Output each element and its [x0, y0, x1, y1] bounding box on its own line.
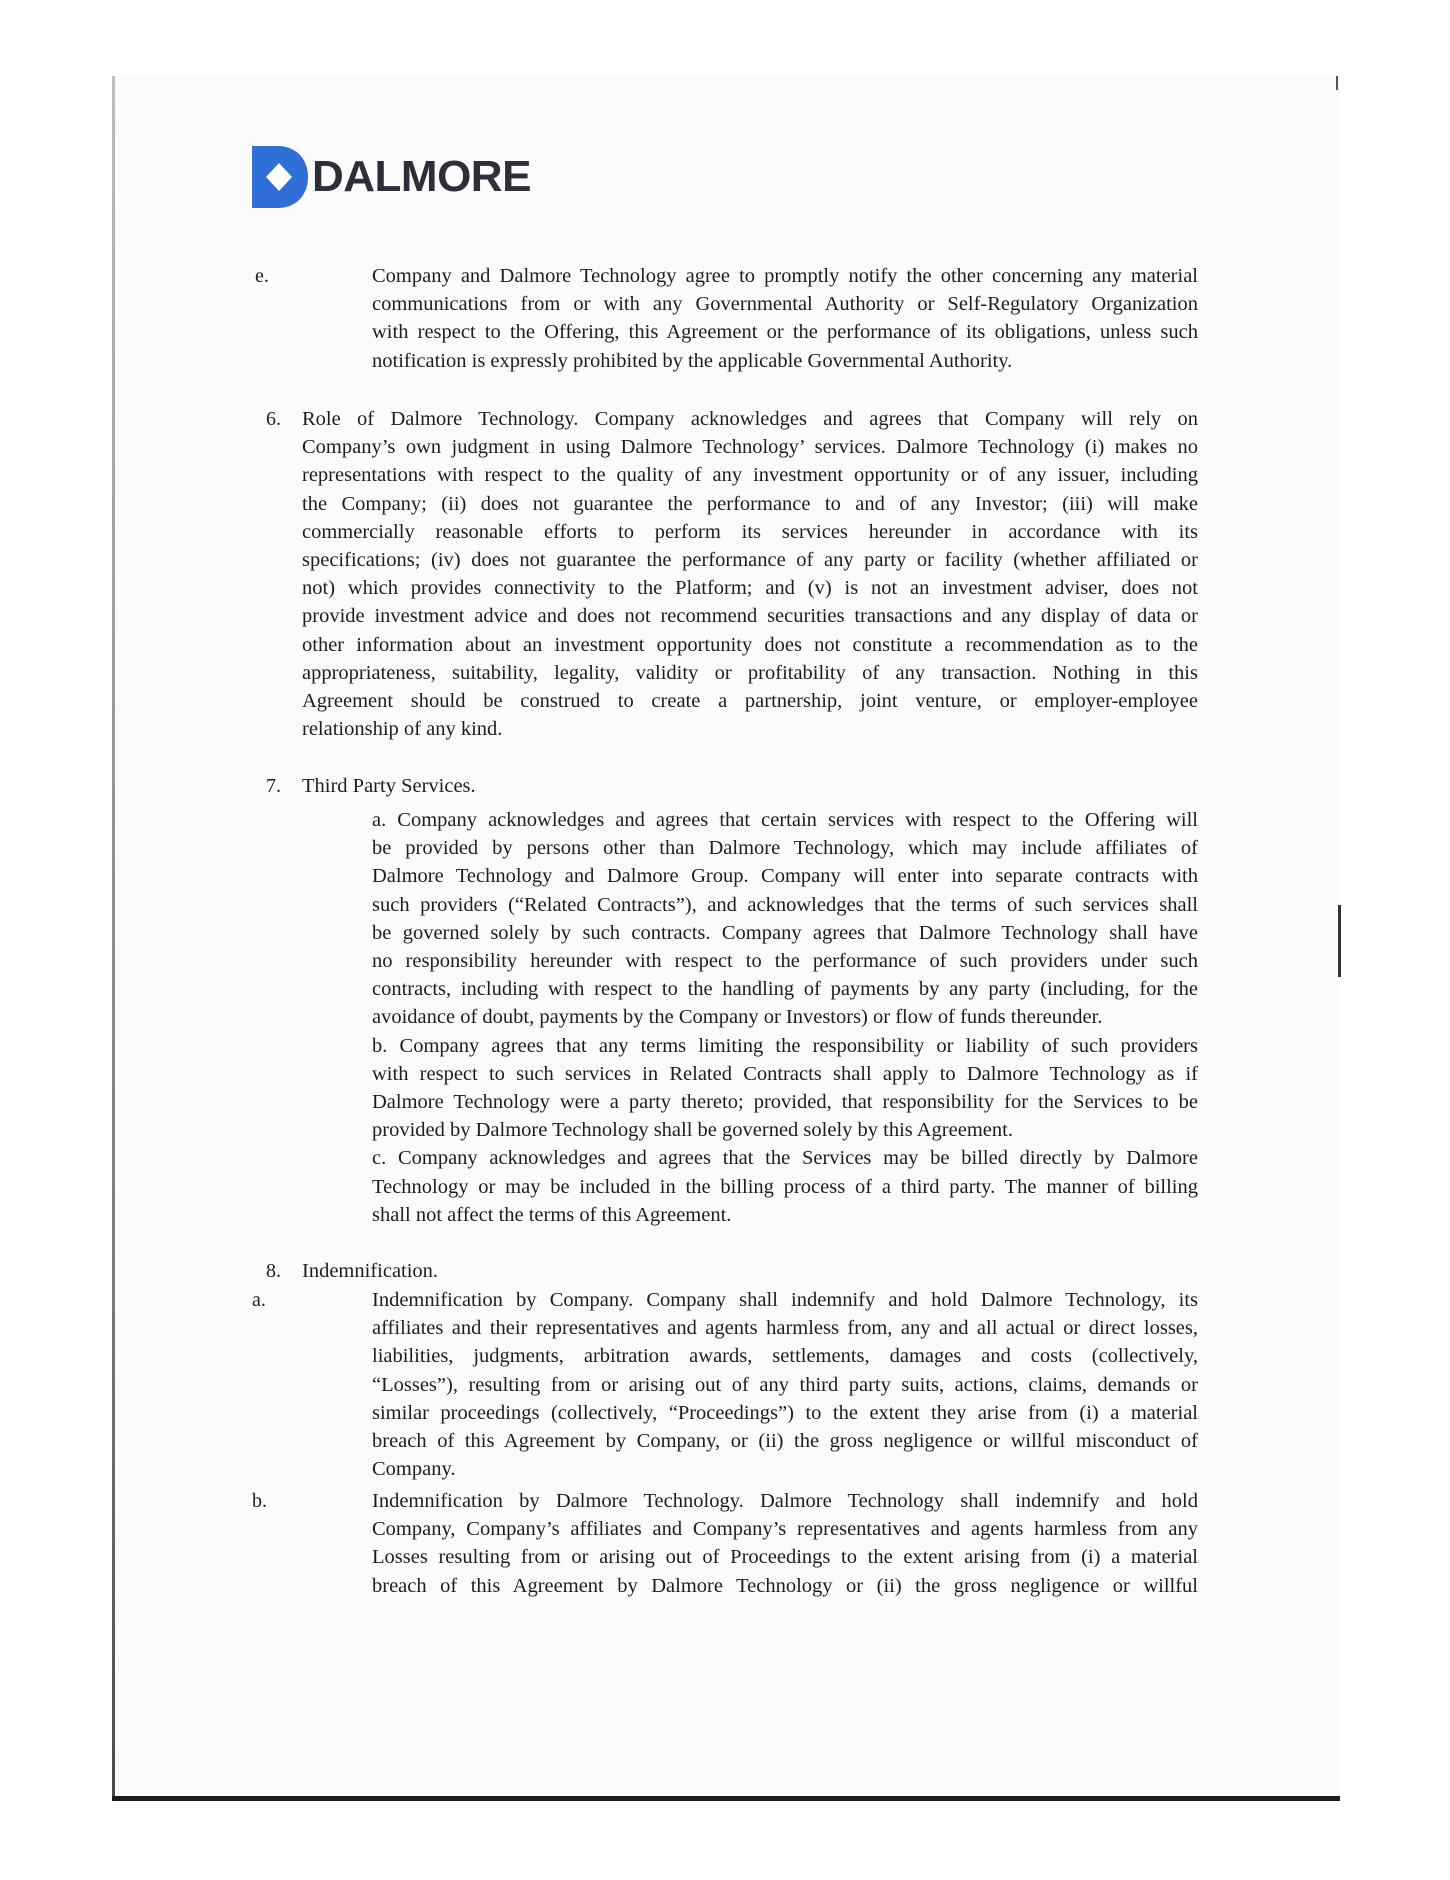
- text-line: no responsibility hereunder with respect to the performance of such providers under such: [372, 950, 1198, 973]
- section-6-number: 6.: [266, 408, 281, 430]
- text-line: provide investment advice and does not recommend securities transactions and any display of data or: [302, 605, 1198, 628]
- text-line: Agreement should be construed to create a partnership, joint venture, or employer-employee: [302, 690, 1198, 713]
- text-line: specifications; (iv) does not guarantee the performance of any party or facility (whether affiliated or: [302, 549, 1198, 572]
- text-line: Losses resulting from or arising out of Proceedings to the extent arising from (i) a material: [372, 1546, 1198, 1569]
- text-line: provided by Dalmore Technology shall be governed solely by this Agreement.: [372, 1119, 1013, 1142]
- section-8b-label: b.: [252, 1490, 267, 1512]
- text-line: breach of this Agreement by Dalmore Technology or (ii) the gross negligence or willful: [372, 1574, 1198, 1597]
- section-8a-paragraph: [372, 1286, 1198, 1483]
- text-line: similar proceedings (collectively, “Proceedings”) to the extent they arise from (i) a material: [372, 1401, 1198, 1424]
- text-line: c. Company acknowledges and agrees that the Services may be billed directly by Dalmore: [372, 1147, 1198, 1170]
- text-line: contracts, including with respect to the handling of payments by any party (including, for the: [372, 978, 1198, 1001]
- section-e-paragraph: [372, 262, 1198, 375]
- text-line: other information about an investment opportunity does not constitute a recommendation as to the: [302, 633, 1198, 656]
- text-line: be governed solely by such contracts. Company agrees that Dalmore Technology shall have: [372, 921, 1198, 944]
- section-7-title: Third Party Services.: [302, 775, 476, 797]
- section-7-number: 7.: [266, 775, 281, 797]
- text-line: a. Company acknowledges and agrees that certain services with respect to the Offering will: [372, 809, 1198, 831]
- text-line: notification is expressly prohibited by the applicable Governmental Authority.: [372, 349, 1013, 372]
- section-8b-paragraph: [372, 1487, 1198, 1600]
- text-line: “Losses”), resulting from or arising out of any third party suits, actions, claims, demands or: [372, 1373, 1198, 1396]
- text-line: Indemnification by Company. Company shall indemnify and hold Dalmore Technology, its: [372, 1289, 1198, 1311]
- text-line: communications from or with any Governmental Authority or Self-Regulatory Organization: [372, 293, 1198, 316]
- text-line: not) which provides connectivity to the Platform; and (v) is not an investment adviser, does not: [302, 577, 1198, 600]
- text-line: Company.: [372, 1458, 456, 1481]
- text-line: Technology or may be included in the billing process of a third party. The manner of billing: [372, 1175, 1198, 1198]
- text-line: representations with respect to the quality of any investment opportunity or of any issuer, including: [302, 464, 1198, 487]
- section-7-paragraph: [372, 806, 1198, 1229]
- text-line: relationship of any kind.: [302, 718, 503, 741]
- text-line: shall not affect the terms of this Agreement.: [372, 1203, 732, 1226]
- text-line: Company and Dalmore Technology agree to promptly notify the other concerning any material: [372, 265, 1198, 287]
- text-line: the Company; (ii) does not guarantee the performance to and of any Investor; (iii) will make: [302, 492, 1198, 515]
- logo-wordmark: DALMORE: [312, 152, 531, 201]
- text-line: liabilities, judgments, arbitration awards, settlements, damages and costs (collectively,: [372, 1345, 1198, 1368]
- text-line: Indemnification by Dalmore Technology. Dalmore Technology shall indemnify and hold: [372, 1490, 1198, 1512]
- text-line: Company, Company’s affiliates and Company’s representatives and agents harmless from any: [372, 1518, 1198, 1541]
- section-8a-label: a.: [252, 1289, 266, 1311]
- text-line: Dalmore Technology and Dalmore Group. Company will enter into separate contracts with: [372, 865, 1198, 888]
- text-line: Company’s own judgment in using Dalmore Technology’ services. Dalmore Technology (i) makes no: [302, 436, 1198, 459]
- text-line: with respect to such services in Related Contracts shall apply to Dalmore Technology as if: [372, 1062, 1198, 1085]
- text-line: be provided by persons other than Dalmore Technology, which may include affiliates of: [372, 837, 1198, 860]
- text-line: avoidance of doubt, payments by the Company or Investors) or flow of funds thereunder.: [372, 1006, 1103, 1029]
- text-line: appropriateness, suitability, legality, validity or profitability of any transaction. Nothing in this: [302, 661, 1198, 684]
- text-line: affiliates and their representatives and agents harmless from, any and all actual or direct losses,: [372, 1317, 1198, 1340]
- section-6-paragraph: [302, 405, 1198, 743]
- text-line: b. Company agrees that any terms limiting the responsibility or liability of such providers: [372, 1034, 1198, 1057]
- text-line: Role of Dalmore Technology. Company acknowledges and agrees that Company will rely on: [302, 408, 1198, 430]
- text-line: Dalmore Technology were a party thereto; provided, that responsibility for the Services to be: [372, 1091, 1198, 1114]
- section-8-number: 8.: [266, 1260, 281, 1282]
- text-line: commercially reasonable efforts to perform its services hereunder in accordance with its: [302, 520, 1198, 543]
- section-8-title: Indemnification.: [302, 1260, 439, 1282]
- text-line: breach of this Agreement by Company, or (ii) the gross negligence or willful misconduct of: [372, 1430, 1198, 1453]
- text-line: such providers (“Related Contracts”), and acknowledges that the terms of such services shall: [372, 893, 1198, 916]
- section-e-label: e.: [255, 265, 269, 287]
- text-line: with respect to the Offering, this Agreement or the performance of its obligations, unless such: [372, 321, 1198, 344]
